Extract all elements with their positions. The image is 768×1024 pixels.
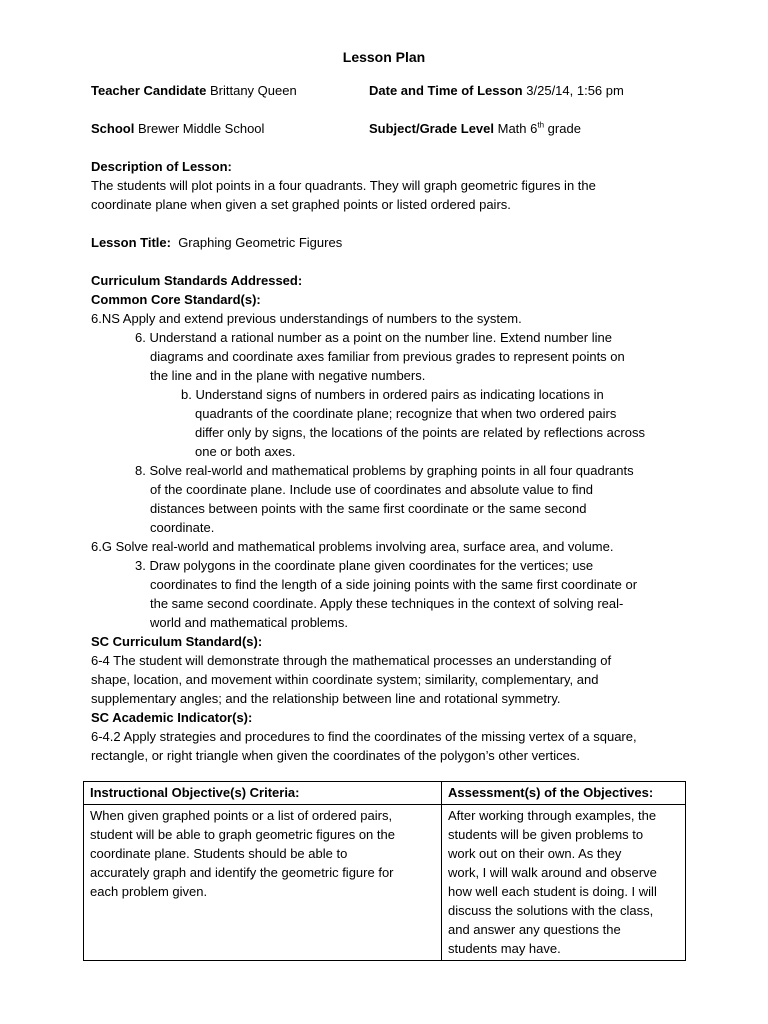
cell-line: student will be able to graph geometric figures on the xyxy=(90,827,395,842)
sc-line: shape, location, and movement within coordinate system; similarity, complementary, and xyxy=(91,672,599,687)
cell-line: accurately graph and identify the geometric figure for xyxy=(90,865,394,880)
sca-line: rectangle, or right triangle when given the coordinates of the polygon’s other vertices. xyxy=(91,748,580,763)
sc-heading: SC Curriculum Standard(s): xyxy=(91,634,263,649)
subject-label: Subject/Grade Level xyxy=(369,121,494,136)
ns8-line: coordinate. xyxy=(150,520,215,535)
ns8-line: of the coordinate plane. Include use of coordinates and absolute value to find xyxy=(150,482,594,497)
g-standard: 6.G Solve real-world and mathematical problems involving area, surface area, and volume. xyxy=(91,539,614,554)
ns6-line: 6. Understand a rational number as a point on the number line. Extend number line xyxy=(135,330,612,345)
cell-line: and answer any questions the xyxy=(448,922,621,937)
cell-line: After working through examples, the xyxy=(448,808,657,823)
g3-line: 3. Draw polygons in the coordinate plane given coordinates for the vertices; use xyxy=(135,558,594,573)
subject-field xyxy=(369,121,581,136)
standards-heading: Curriculum Standards Addressed: xyxy=(91,273,303,288)
school-label: School xyxy=(91,121,135,136)
cell-line: work out on their own. As they xyxy=(448,846,622,861)
ns6b-line: differ only by signs, the locations of the points are related by reflections across xyxy=(195,425,645,440)
subject-suffix: grade xyxy=(547,121,581,136)
ns6b-line: b. Understand signs of numbers in ordered pairs as indicating locations in xyxy=(181,387,604,402)
teacher-label: Teacher Candidate xyxy=(91,83,207,98)
date-label: Date and Time of Lesson xyxy=(369,83,523,98)
common-core-heading: Common Core Standard(s): xyxy=(91,292,261,307)
objective-header: Instructional Objective(s) Criteria: xyxy=(84,782,442,805)
g3-line: the same second coordinate. Apply these techniques in the context of solving real- xyxy=(150,596,624,611)
cell-line: students may have. xyxy=(448,941,561,956)
ns-standard: 6.NS Apply and extend previous understandings of numbers to the system. xyxy=(91,311,522,326)
sc-line: supplementary angles; and the relationship between line and rotational symmetry. xyxy=(91,691,561,706)
ns8-line: 8. Solve real-world and mathematical problems by graphing points in all four quadrants xyxy=(135,463,634,478)
ns8-line: distances between points with the same first coordinate or the same second xyxy=(150,501,587,516)
teacher-value: Brittany Queen xyxy=(209,83,297,98)
teacher-field xyxy=(91,83,297,98)
sc-line: 6-4 The student will demonstrate through the mathematical processes an understanding of xyxy=(91,653,612,668)
cell-line: each problem given. xyxy=(90,884,208,899)
subject-value: Math 6 xyxy=(497,121,538,136)
cell-line: students will be given problems to xyxy=(448,827,644,842)
g3-line: coordinates to find the length of a side joining points with the same first coordinate or xyxy=(150,577,638,592)
school-value: Brewer Middle School xyxy=(137,121,265,136)
lesson-title-field xyxy=(91,233,342,252)
lesson-title-value: Graphing Geometric Figures xyxy=(178,235,343,250)
sca-heading: SC Academic Indicator(s): xyxy=(91,710,253,725)
objectives-table xyxy=(83,781,686,961)
objective-cell xyxy=(84,805,442,961)
cell-line: discuss the solutions with the class, xyxy=(448,903,654,918)
ns6-line: diagrams and coordinate axes familiar from previous grades to represent points on xyxy=(150,349,625,364)
g3-line: world and mathematical problems. xyxy=(150,615,348,630)
table-row xyxy=(84,805,686,961)
ns6b-line: one or both axes. xyxy=(195,444,296,459)
table-header-row xyxy=(84,782,686,805)
page-title: Lesson Plan xyxy=(342,49,426,65)
cell-line: how well each student is doing. I will xyxy=(448,884,657,899)
date-field xyxy=(369,83,624,98)
school-field xyxy=(91,121,264,136)
cell-line: When given graphed points or a list of ordered pairs, xyxy=(90,808,393,823)
cell-line: coordinate plane. Students should be able to xyxy=(90,846,348,861)
assessment-header: Assessment(s) of the Objectives: xyxy=(442,782,686,805)
description-line: coordinate plane when given a set graphed points or listed ordered pairs. xyxy=(91,197,511,212)
subject-sup: th xyxy=(537,120,545,130)
ns6-line: the line and in the plane with negative numbers. xyxy=(150,368,426,383)
assessment-cell xyxy=(442,805,686,961)
cell-line: work, I will walk around and observe xyxy=(448,865,657,880)
date-value: 3/25/14, 1:56 pm xyxy=(526,83,624,98)
description-line: The students will plot points in a four quadrants. They will graph geometric figures in the xyxy=(91,178,596,193)
ns6b-line: quadrants of the coordinate plane; recognize that when two ordered pairs xyxy=(195,406,617,421)
lesson-title-label: Lesson Title: xyxy=(91,235,171,250)
description-label: Description of Lesson: xyxy=(91,159,232,174)
sca-line: 6-4.2 Apply strategies and procedures to find the coordinates of the missing vertex of a square, xyxy=(91,729,637,744)
